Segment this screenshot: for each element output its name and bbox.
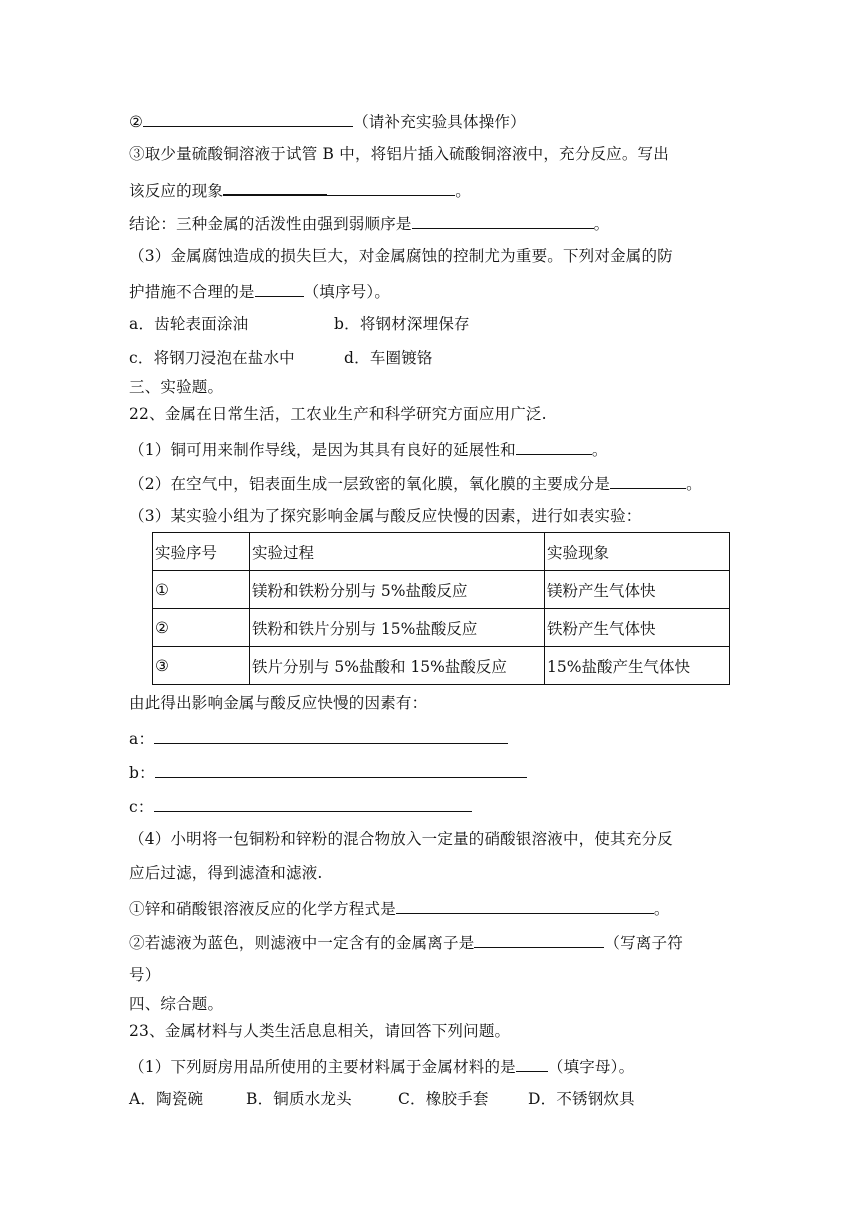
table-cell: 镁粉产生气体快	[545, 571, 730, 609]
question-line	[129, 279, 390, 303]
factor-label: a：	[129, 730, 155, 748]
question-line: （3）某实验小组为了探究影响金属与酸反应快慢的因素，进行如表实验：	[129, 507, 642, 525]
answer-blank[interactable]	[516, 1054, 548, 1072]
factor-line	[129, 726, 508, 750]
table-cell: 铁片分别与 5%盐酸和 15%盐酸反应	[250, 647, 545, 685]
answer-blank[interactable]	[143, 109, 353, 127]
question-line	[129, 177, 471, 202]
question-line	[129, 930, 683, 954]
question-text: （填序号）。	[303, 283, 391, 301]
question-text: 。	[455, 182, 471, 200]
table-cell: ①	[153, 571, 250, 609]
table-row	[153, 647, 730, 685]
answer-blank[interactable]	[223, 177, 327, 196]
factor-line	[129, 760, 527, 784]
section-heading: 三、实验题。	[129, 378, 224, 396]
answer-blank[interactable]	[327, 178, 455, 196]
question-line	[129, 109, 526, 133]
question-text: 该反应的现象	[129, 182, 224, 200]
question-text: 。	[653, 900, 670, 918]
table-cell: ②	[153, 609, 250, 647]
answer-blank[interactable]	[610, 471, 686, 489]
answer-blank[interactable]	[412, 211, 594, 229]
question-text: 结论：三种金属的活泼性由强到弱顺序是	[129, 215, 412, 233]
question-line: 号）	[129, 966, 161, 984]
question-text: （写离子符	[604, 934, 683, 952]
answer-blank[interactable]	[396, 896, 654, 914]
question-text: ②	[129, 113, 144, 131]
table-cell: 铁粉产生气体快	[545, 609, 730, 647]
question-stem: 23、金属材料与人类生活息息相关，请回答下列问题。	[129, 1022, 511, 1040]
question-line	[129, 211, 609, 235]
table-cell: 铁粉和铁片分别与 15%盐酸反应	[250, 609, 545, 647]
table-header: 实验现象	[545, 533, 730, 571]
question-text: （1）下列厨房用品所使用的主要材料属于金属材料的是	[129, 1058, 516, 1076]
question-line: 应后过滤，得到滤渣和滤液.	[129, 864, 323, 882]
question-text: ②若滤液为蓝色，则滤液中一定含有的金属离子是	[129, 934, 475, 952]
question-text: 。	[686, 475, 702, 493]
answer-blank[interactable]	[255, 279, 304, 297]
question-text: （2）在空气中，铝表面生成一层致密的氧化膜，氧化膜的主要成分是	[129, 475, 611, 493]
table-header: 实验过程	[250, 533, 545, 571]
question-text: （3）金属腐蚀造成的损失巨大，对金属腐蚀的控制尤为重要。下列对金属的防	[129, 247, 673, 265]
question-text: ①锌和硝酸银溶液反应的化学方程式是	[129, 900, 396, 918]
question-line	[129, 437, 608, 461]
question-line	[129, 1054, 634, 1078]
question-line	[129, 143, 669, 165]
factor-label: b：	[129, 764, 155, 782]
option-b: B．铜质水龙头	[246, 1090, 352, 1108]
option-b: b．将钢材深埋保存	[334, 315, 470, 333]
table-row	[153, 571, 730, 609]
question-line	[129, 471, 702, 495]
question-text: ③取少量硫酸铜溶液于试管 B 中，将铝片插入硫酸铜溶液中，充分反应。写出	[129, 145, 669, 163]
question-text: 护措施不合理的是	[129, 283, 255, 301]
answer-blank[interactable]	[154, 794, 472, 812]
factor-label: c：	[129, 798, 154, 816]
question-text: 。	[593, 215, 610, 233]
table-cell: 镁粉和铁粉分别与 5%盐酸反应	[250, 571, 545, 609]
question-stem: 22、金属在日常生活，工农业生产和科学研究方面应用广泛.	[129, 405, 547, 423]
option-a: A．陶瓷碗	[129, 1090, 204, 1108]
table-cell: ③	[153, 647, 250, 685]
option-a: a．齿轮表面涂油	[129, 315, 249, 333]
table-row	[153, 609, 730, 647]
question-text: （请补充实验具体操作）	[353, 113, 526, 131]
question-line	[129, 245, 673, 267]
answer-blank[interactable]	[474, 930, 604, 948]
answer-blank[interactable]	[516, 437, 592, 455]
option-d: D．不锈钢炊具	[528, 1090, 635, 1108]
question-line: （4）小明将一包铜粉和锌粉的混合物放入一定量的硝酸银溶液中，使其充分反	[129, 830, 673, 848]
question-line	[129, 896, 670, 920]
table-header: 实验序号	[153, 533, 250, 571]
answer-blank[interactable]	[154, 726, 508, 744]
option-d: d．车圈镀铬	[344, 349, 433, 367]
table-cell: 15%盐酸产生气体快	[545, 647, 730, 685]
factor-line	[129, 794, 472, 818]
answer-blank[interactable]	[155, 760, 527, 778]
question-line: 由此得出影响金属与酸反应快慢的因素有：	[129, 694, 428, 712]
option-c: C．橡胶手套	[398, 1090, 489, 1108]
question-text: （1）铜可用来制作导线，是因为其具有良好的延展性和	[129, 441, 516, 459]
option-c: c．将钢刀浸泡在盐水中	[129, 349, 295, 367]
question-text: （填字母）。	[547, 1058, 635, 1076]
table-header-row	[153, 533, 730, 571]
section-heading: 四、综合题。	[129, 995, 224, 1013]
question-text: 。	[591, 441, 608, 459]
experiment-table	[152, 532, 730, 685]
